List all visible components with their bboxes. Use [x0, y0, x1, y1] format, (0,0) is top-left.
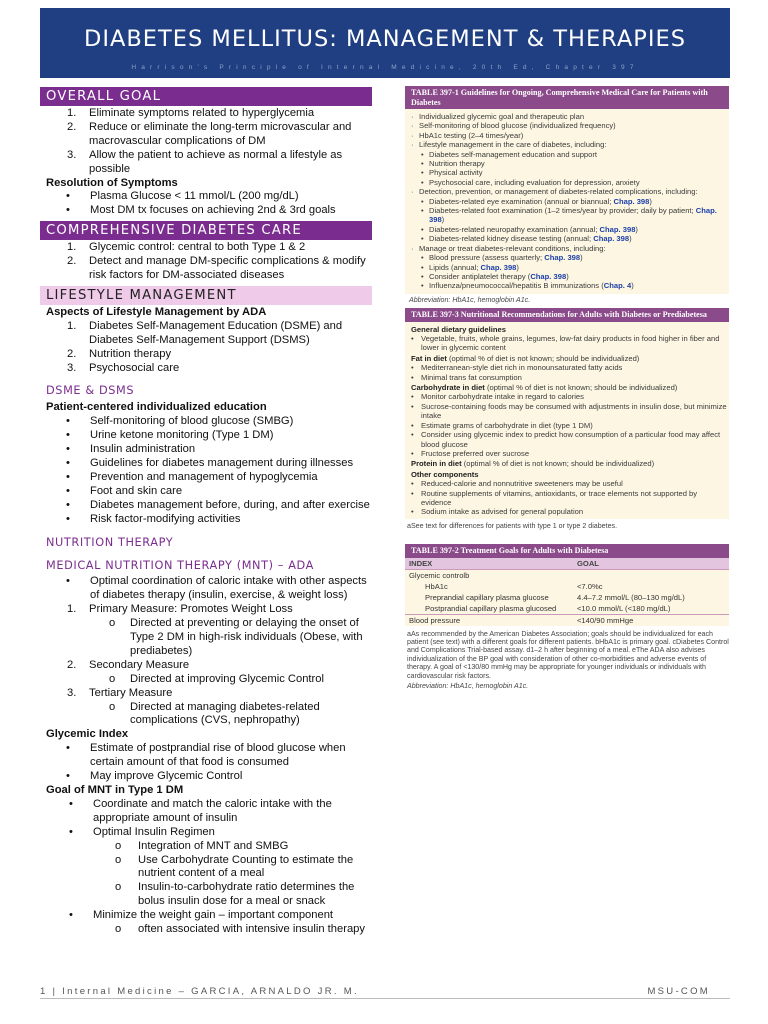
- bullet-icon: •: [411, 334, 414, 344]
- dsme-label: Patient-centered individualized education: [46, 401, 267, 414]
- chapter-reference: Chap. 398: [530, 271, 567, 281]
- row-text: Routine supplements of vitamins, antioxidants, or trace elements not supported by evidence: [421, 488, 698, 507]
- bullet-icon: •: [421, 253, 424, 263]
- goal-cell: <10.0 mmol/L (<180 mg/dL): [577, 603, 671, 613]
- row-text: Vegetable, fruits, whole grains, legumes, low-fat dairy products in food higher in fiber and lower in glycemic content: [421, 334, 720, 353]
- row-text: ): [580, 253, 583, 263]
- row-text: ): [631, 281, 634, 291]
- index-cell: Postprandial capillary plasma glucosed: [425, 603, 557, 613]
- table-cell: [429, 234, 729, 243]
- bullet-icon: ·: [411, 130, 414, 140]
- table-row: [405, 603, 729, 615]
- table-row: [405, 459, 729, 468]
- table-row: [405, 140, 729, 149]
- list-item: • Foot and skin care: [66, 484, 183, 497]
- row-text: Blood pressure (assess quarterly;: [429, 253, 545, 263]
- index-cell: Glycemic controlb: [409, 570, 470, 580]
- bullet-icon: •: [421, 206, 424, 216]
- index-cell: HbA1c: [425, 581, 448, 591]
- bullet-icon: ·: [411, 140, 414, 150]
- row-text: Psychosocial care, including evaluation for depression, anxiety: [429, 177, 640, 187]
- table-cell: [429, 281, 729, 290]
- row-text: Manage or treat diabetes-relevant conditions, including:: [419, 243, 606, 253]
- bullet-icon: •: [411, 430, 414, 440]
- row-heading: General dietary guidelines: [411, 324, 506, 334]
- footer-right-text: MSU-COM: [647, 986, 710, 997]
- table-row: [405, 614, 729, 626]
- goal-cell: 4.4–7.2 mmol/L (80–130 mg/dL): [577, 592, 685, 602]
- row-heading: Other components: [411, 469, 479, 479]
- list-item: 1. Diabetes Self-Management Education (DSME) and Diabetes Self-Management Support (DSMS): [67, 319, 343, 346]
- table-row: [405, 121, 729, 130]
- bullet-icon: •: [411, 363, 414, 373]
- table-row: [405, 234, 729, 243]
- bullet-icon: •: [421, 271, 424, 281]
- list-item: o often associated with intensive insulin therapy: [115, 923, 365, 936]
- table-cell: [419, 187, 729, 196]
- table-cell: [429, 150, 729, 159]
- list-item: 3. Psychosocial care: [67, 361, 180, 374]
- goal-mnt-label: Goal of MNT in Type 1 DM: [46, 783, 184, 796]
- subsection-nutrition-therapy: NUTRITION THERAPY: [46, 535, 174, 549]
- table-cell: [429, 168, 729, 177]
- table-397-3: [405, 308, 729, 519]
- table-cell: [411, 459, 729, 468]
- row-text: Reduced-calorie and nonnutritive sweeteners may be useful: [421, 479, 623, 489]
- goal-cell: <140/90 mmHge: [577, 615, 634, 625]
- row-text: (optimal % of diet is not known; should be individualized): [461, 459, 655, 469]
- row-text: ): [566, 271, 569, 281]
- chapter-reference: Chap. 398: [544, 253, 581, 263]
- glycemic-index-label: Glycemic Index: [46, 728, 129, 741]
- footer-divider: [40, 998, 730, 999]
- list-item: o Directed at improving Glycemic Control: [109, 672, 324, 685]
- row-text: Diabetes-related foot examination (1–2 times/year by provider; daily by patient;: [429, 206, 696, 216]
- list-item: • Self-monitoring of blood glucose (SMBG): [66, 415, 294, 428]
- list-item: 3. Allow the patient to achieve as normal a lifestyle as possible: [67, 148, 343, 175]
- bullet-icon: •: [421, 159, 424, 169]
- list-item: • Optimal coordination of caloric intake with other aspects of diabetes therapy (insulin, exercise, & weight loss): [66, 575, 367, 602]
- chapter-reference: Chap. 398: [599, 224, 636, 234]
- table-cell: [419, 244, 729, 253]
- chapter-reference: Chap. 398: [593, 234, 630, 244]
- row-text: Monitor carbohydrate intake in regard to calories: [421, 392, 584, 402]
- list-item: 2. Nutrition therapy: [67, 347, 172, 360]
- chapter-reference: Chap. 4: [603, 281, 632, 291]
- table-row: [405, 392, 729, 401]
- page-title: DIABETES MELLITUS: MANAGEMENT & THERAPIES: [84, 26, 686, 52]
- table-row: [405, 569, 729, 581]
- footer-left-text: 1 | Internal Medicine – GARCIA, ARNALDO JR. M.: [40, 986, 359, 997]
- table-cell: [421, 363, 729, 372]
- list-item: • Guidelines for diabetes management during illnesses: [66, 457, 354, 470]
- row-text: Fructose preferred over sucrose: [421, 448, 530, 458]
- table-cell: [421, 479, 729, 488]
- table-row: [405, 581, 729, 592]
- header-banner: [40, 8, 730, 78]
- bullet-icon: •: [411, 372, 414, 382]
- table-cell: [411, 383, 729, 392]
- row-text: Diabetes-related eye examination (annual or biannual;: [429, 196, 614, 206]
- row-heading: Carbohydrate in diet: [411, 383, 485, 393]
- row-text: ): [649, 196, 652, 206]
- table-title: TABLE 397-2 Treatment Goals for Adults with Diabetesa: [405, 544, 729, 558]
- table-row: [405, 383, 729, 392]
- chapter-reference: Chap. 398: [429, 206, 717, 225]
- row-text: Diabetes-related kidney disease testing (annual;: [429, 234, 594, 244]
- list-item: • Minimize the weight gain – important component: [69, 909, 334, 922]
- table-title: TABLE 397-1 Guidelines for Ongoing, Comprehensive Medical Care for Patients with Diabetes: [405, 86, 729, 109]
- bullet-icon: •: [411, 448, 414, 458]
- list-item: • Coordinate and match the caloric intake with the appropriate amount of insulin: [69, 797, 332, 824]
- index-cell: Blood pressure: [409, 615, 461, 625]
- table-row: [405, 507, 729, 516]
- table-row: [405, 421, 729, 430]
- table-cell: [421, 507, 729, 516]
- table-row: [405, 430, 729, 449]
- list-item: • Urine ketone monitoring (Type 1 DM): [66, 429, 274, 442]
- table-row: [405, 479, 729, 488]
- table-row: [405, 325, 729, 334]
- table-row: [405, 225, 729, 234]
- list-item: • Most DM tx focuses on achieving 2nd & 3rd goals: [66, 204, 336, 217]
- table-cell: [419, 112, 729, 121]
- list-item: • Insulin administration: [66, 443, 196, 456]
- table-row: [405, 150, 729, 159]
- list-item: 2. Secondary Measure: [67, 658, 190, 671]
- bullet-icon: ·: [411, 243, 414, 253]
- row-text: Mediterranean-style diet rich in monounsaturated fatty acids: [421, 363, 623, 373]
- row-text: Consider using glycemic index to predict how consumption of a particular food may affect blood glucose: [421, 430, 721, 449]
- table-cell: [429, 197, 729, 206]
- list-item: 2. Detect and manage DM-specific complications & modify risk factors for DM-associated diseases: [67, 255, 366, 282]
- table-cell: [421, 421, 729, 430]
- table-row: [405, 131, 729, 140]
- bullet-icon: ·: [411, 187, 414, 197]
- bullet-icon: •: [421, 168, 424, 178]
- table-row: [405, 373, 729, 382]
- table-cell: [421, 392, 729, 401]
- list-item: 1. Glycemic control: central to both Type 1 & 2: [67, 241, 306, 254]
- table-row: [405, 244, 729, 253]
- table-cell: [429, 206, 729, 225]
- table-cell: [419, 131, 729, 140]
- column-header-index: INDEX: [409, 558, 433, 568]
- table-row: [405, 592, 729, 603]
- table-row: [405, 178, 729, 187]
- row-text: Physical activity: [429, 168, 483, 178]
- bullet-icon: •: [421, 234, 424, 244]
- list-item: o Insulin-to-carbohydrate ratio determines the bolus insulin dose for a meal or snack: [115, 881, 355, 908]
- section-overall-goal: OVERALL GOAL: [40, 87, 372, 106]
- list-item: • Plasma Glucose < 11 mmol/L (200 mg/dL): [66, 190, 299, 203]
- row-text: Nutrition therapy: [429, 159, 485, 169]
- table-cell: [429, 263, 729, 272]
- row-text: ): [441, 215, 445, 225]
- bullet-icon: •: [421, 262, 424, 272]
- table-cell: [419, 140, 729, 149]
- list-item: • Diabetes management before, during, and after exercise: [66, 498, 370, 511]
- row-heading: Protein in diet: [411, 459, 462, 469]
- row-text: Self-monitoring of blood glucose (individualized frequency): [419, 121, 616, 131]
- table-row: [405, 206, 729, 225]
- bullet-icon: ·: [411, 112, 414, 121]
- table-cell: [419, 121, 729, 130]
- chapter-reference: Chap. 398: [613, 196, 650, 206]
- row-text: Detection, prevention, or management of diabetes-related complications, including:: [419, 187, 698, 197]
- table-row: [405, 168, 729, 177]
- right-column: [405, 86, 729, 691]
- bullet-icon: ·: [411, 121, 414, 131]
- list-item: o Integration of MNT and SMBG: [115, 839, 289, 852]
- table-row: [405, 253, 729, 262]
- table-row: [405, 197, 729, 206]
- table-cell: [411, 325, 729, 334]
- table-title: TABLE 397-3 Nutritional Recommendations for Adults with Diabetes or Prediabetesa: [405, 308, 729, 322]
- index-cell: Preprandial capillary plasma glucose: [425, 592, 549, 602]
- row-text: Estimate grams of carbohydrate in diet (type 1 DM): [421, 420, 593, 430]
- goal-cell: [573, 569, 729, 581]
- list-item: • Prevention and management of hypoglycemia: [66, 470, 318, 483]
- row-text: Individualized glycemic goal and therapeutic plan: [419, 112, 585, 121]
- row-text: ): [635, 224, 638, 234]
- bullet-icon: •: [421, 224, 424, 234]
- table-cell: [429, 272, 729, 281]
- table-footnote: aAs recommended by the American Diabetes Association; goals should be individualized for each patient (see text) with a different goals for different patients. bHbA1c is primary goal. cDiabetes Control and Complications Trial-based assay. d1–2 h after beginning of a meal. eThe ADA also advises individualization of the BP goal with consideration of other co-morbidities and adverse events of therapy. A goal of <130/80 mmHg may be appropriate for younger individuals or individuals with cardiovascular risk factors.: [407, 629, 729, 680]
- row-text: Sucrose-containing foods may be consumed with adjustments in insulin dose, but minimize intake: [421, 401, 727, 421]
- row-text: Consider antiplatelet therapy (: [429, 271, 531, 281]
- list-item: o Directed at preventing or delaying the onset of Type 2 DM in high-risk individuals (Obese, with prediabetes): [109, 617, 363, 657]
- table-row: [405, 263, 729, 272]
- table-row: [405, 187, 729, 196]
- row-text: ): [629, 234, 632, 244]
- list-item: • Risk factor-modifying activities: [66, 512, 241, 525]
- table-397-2: [405, 544, 729, 626]
- column-header-goal: GOAL: [577, 558, 599, 568]
- table-row: [405, 281, 729, 290]
- table-header-row: [405, 558, 729, 570]
- bullet-icon: •: [411, 401, 414, 411]
- table-cell: [421, 373, 729, 382]
- table-row: [405, 159, 729, 168]
- table-row: [405, 112, 729, 121]
- list-item: • Estimate of postprandial rise of blood glucose when certain amount of that food is consumed: [66, 742, 346, 769]
- section-comprehensive-care: COMPREHENSIVE DIABETES CARE: [40, 221, 372, 240]
- page-footer: [40, 986, 730, 997]
- lifestyle-label: Aspects of Lifestyle Management by ADA: [46, 305, 267, 318]
- row-text: Diabetes self-management education and support: [429, 149, 598, 159]
- row-heading: Fat in diet: [411, 353, 447, 363]
- row-text: Minimal trans fat consumption: [421, 372, 522, 382]
- bullet-icon: •: [421, 196, 424, 206]
- section-lifestyle-management: LIFESTYLE MANAGEMENT: [40, 286, 372, 305]
- table-cell: [421, 449, 729, 458]
- row-text: (optimal % of diet is not known; should be individualized): [484, 383, 678, 393]
- table-cell: [429, 159, 729, 168]
- table-row: [405, 402, 729, 421]
- table-row: [405, 489, 729, 508]
- list-item: o Use Carbohydrate Counting to estimate the nutrient content of a meal: [115, 853, 354, 880]
- table-cell: [421, 402, 729, 421]
- table-cell: [411, 354, 729, 363]
- goal-cell: <7.0%c: [577, 581, 603, 591]
- bullet-icon: •: [411, 479, 414, 489]
- row-text: ): [516, 262, 519, 272]
- list-item: 1. Eliminate symptoms related to hyperglycemia: [67, 107, 315, 119]
- row-text: (optimal % of diet is not known; should be individualized): [446, 353, 640, 363]
- table-cell: [429, 253, 729, 262]
- list-item: o Directed at managing diabetes-related complications (CVS, nephropathy): [109, 700, 320, 727]
- table-cell: [421, 489, 729, 508]
- bullet-icon: •: [411, 507, 414, 517]
- bullet-icon: •: [411, 392, 414, 402]
- chapter-reference: Chap. 398: [480, 262, 517, 272]
- bullet-icon: •: [421, 177, 424, 187]
- row-text: Lipids (annual;: [429, 262, 481, 272]
- row-text: Sodium intake as advised for general population: [421, 507, 584, 517]
- table-footnote: aSee text for differences for patients with type 1 or type 2 diabetes.: [407, 521, 618, 530]
- row-text: HbA1c testing (2–4 times/year): [419, 130, 524, 140]
- table-397-1: [405, 86, 729, 294]
- table-row: [405, 363, 729, 372]
- bullet-icon: •: [411, 488, 414, 498]
- table-cell: [429, 225, 729, 234]
- subsection-dsme: DSME & DSMS: [46, 383, 135, 397]
- table-cell: [421, 430, 729, 449]
- subsection-mnt: MEDICAL NUTRITION THERAPY (MNT) – ADA: [46, 559, 314, 573]
- table-row: [405, 272, 729, 281]
- table-row: [405, 334, 729, 353]
- list-item: 1. Primary Measure: Promotes Weight Loss: [67, 603, 293, 616]
- list-item: • May improve Glycemic Control: [66, 770, 243, 783]
- table-cell: [411, 470, 729, 479]
- table-abbreviation: Abbreviation: HbA1c, hemoglobin A1c.: [407, 682, 529, 691]
- table-cell: [429, 178, 729, 187]
- table-row: [405, 470, 729, 479]
- resolution-label: Resolution of Symptoms: [46, 176, 178, 189]
- table-abbreviation: Abbreviation: HbA1c, hemoglobin A1c.: [409, 295, 531, 304]
- list-item: 2. Reduce or eliminate the long-term microvascular and macrovascular complications of DM: [67, 120, 352, 147]
- list-item: • Optimal Insulin Regimen: [69, 825, 215, 838]
- goals-table: [405, 558, 729, 626]
- row-text: Influenza/pneumococcal/hepatitis B immunizations (: [429, 281, 604, 291]
- list-item: 3. Tertiary Measure: [67, 686, 173, 699]
- table-row: [405, 354, 729, 363]
- left-column: [40, 87, 372, 937]
- bullet-icon: •: [421, 149, 424, 159]
- table-cell: [421, 334, 729, 353]
- table-row: [405, 449, 729, 458]
- bullet-icon: •: [421, 281, 424, 291]
- bullet-icon: •: [411, 420, 414, 430]
- row-text: Lifestyle management in the care of diabetes, including:: [419, 140, 607, 150]
- row-text: Diabetes-related neuropathy examination (annual;: [429, 224, 600, 234]
- page-subtitle: Harrison's Principle of Internal Medicine, 20th Ed, Chapter 397: [131, 64, 639, 71]
